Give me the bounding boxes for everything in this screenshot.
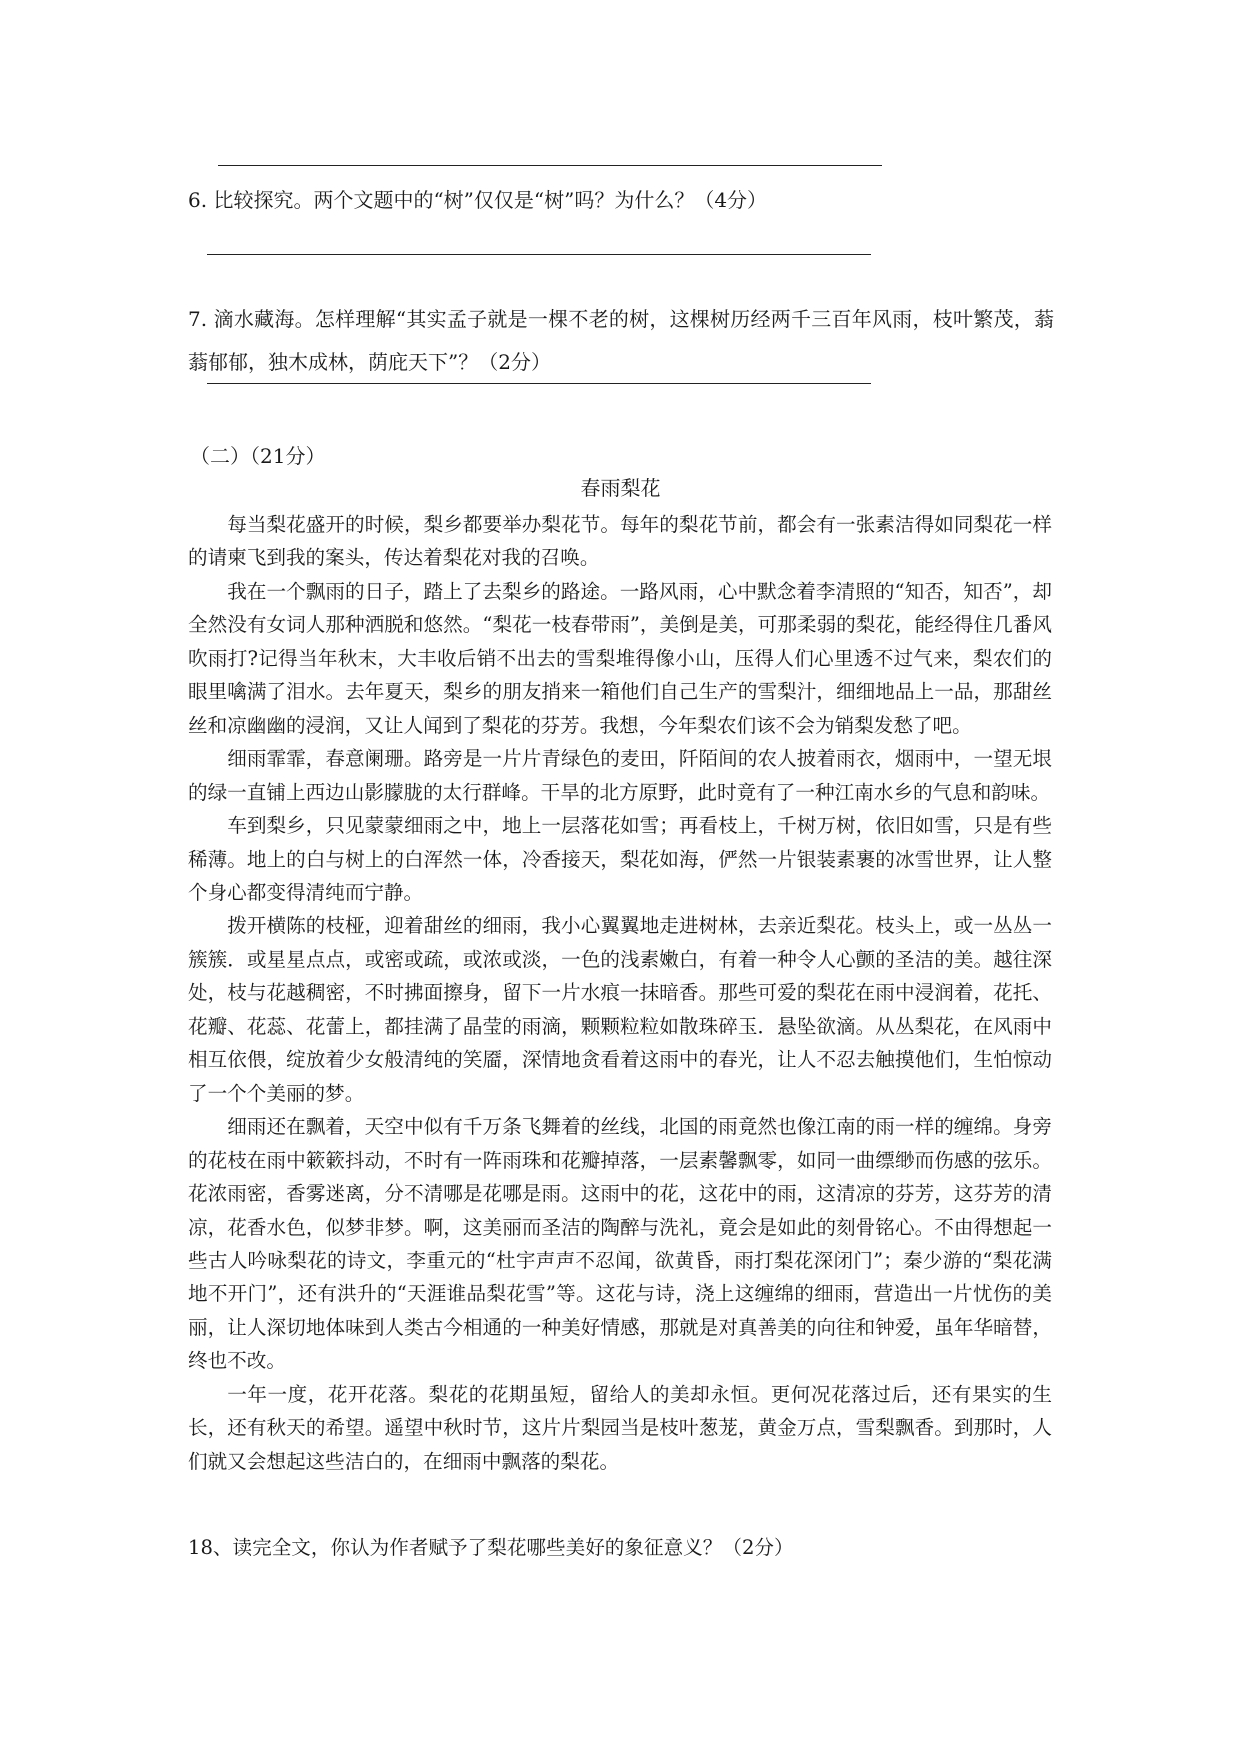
question-7: 7. 滴水藏海。怎样理解“其实孟子就是一棵不老的树，这棵树历经两千三百年风雨，枝叶繁茂，蓊蓊郁郁，独木成林，荫庇天下”？（2分） [188,307,1054,374]
article-paragraph: 车到梨乡，只见蒙蒙细雨之中，地上一层落花如雪；再看枝上，千树万树，依旧如雪，只是有些稀薄。地上的白与树上的白浑然一体，冷香接天，梨花如海，俨然一片银装素裹的冰雪世界，让人整个身心都变得清纯而宁静。 [188,814,1052,904]
answer-line-q5 [218,165,882,166]
question-18: 18、读完全文，你认为作者赋予了梨花哪些美好的象征意义？（2分） [188,1536,794,1559]
article-paragraph: 每当梨花盛开的时候，梨乡都要举办梨花节。每年的梨花节前，都会有一张素洁得如同梨花一样的请柬飞到我的案头，传达着梨花对我的召唤。 [188,513,1052,570]
article-paragraph: 细雨还在飘着，天空中似有千万条飞舞着的丝线，北国的雨竟然也像江南的雨一样的缠绵。身旁的花枝在雨中簌簌抖动，不时有一阵雨珠和花瓣掉落，一层素馨飘零，如同一曲缥缈而伤感的弦乐。花浓雨密，香雾迷离，分不清哪是花哪是雨。这雨中的花，这花中的雨，这清凉的芬芳，这芬芳的清凉，花香水色，似梦非梦。啊，这美丽而圣洁的陶醉与洗礼，竟会是如此的刻骨铭心。不由得想起一些古人吟咏梨花的诗文，李重元的“杜宇声声不忍闻，欲黄昏，雨打梨花深闭门”；秦少游的“梨花满地不开门”，还有洪升的“天涯谁品梨花雪”等。这花与诗，浇上这缠绵的细雨，营造出一片忧伤的美丽，让人深切地体味到人类古今相通的一种美好情感，那就是对真善美的向往和钟爱，虽年华暗替，终也不改。 [188,1115,1052,1373]
article-paragraph: 拨开横陈的枝桠，迎着甜丝的细雨，我小心翼翼地走进树林，去亲近梨花。枝头上，或一丛丛一簇簇．或星星点点，或密或疏，或浓或淡，一色的浅素嫩白，有着一种令人心颤的圣洁的美。越往深处，枝与花越稠密，不时拂面擦身，留下一片水痕一抹暗香。那些可爱的梨花在雨中浸润着，花托、花瓣、花蕊、花蕾上，都挂满了晶莹的雨滴，颗颗粒粒如散珠碎玉．悬坠欲滴。从丛梨花，在风雨中相互依偎，绽放着少女般清纯的笑靥，深情地贪看着这雨中的春光，让人不忍去触摸他们，生怕惊动了一个个美丽的梦。 [188,914,1052,1105]
answer-line-q7 [207,383,871,384]
article-title: 春雨梨花 [580,476,661,500]
answer-line-q6 [207,254,871,255]
section-heading: （二）（21分） [190,444,326,468]
article-paragraph: 细雨霏霏，春意阑珊。路旁是一片片青绿色的麦田，阡陌间的农人披着雨衣，烟雨中，一望无垠的绿一直铺上西边山影朦胧的太行群峰。干旱的北方原野，此时竟有了一种江南水乡的气息和韵味。 [188,747,1052,804]
article-paragraph: 我在一个飘雨的日子，踏上了去梨乡的路途。一路风雨，心中默念着李清照的“知否，知否”，却全然没有女词人那种洒脱和悠然。“梨花一枝春带雨”，美倒是美，可那柔弱的梨花，能经得住几番风吹雨打?记得当年秋末，大丰收后销不出去的雪梨堆得像小山，压得人们心里透不过气来，梨农们的眼里噙满了泪水。去年夏天，梨乡的朋友捎来一箱他们自己生产的雪梨汁，细细地品上一品，那甜丝丝和凉幽幽的浸润，又让人闻到了梨花的芬芳。我想，今年梨农们该不会为销梨发愁了吧。 [188,579,1052,737]
article-body [188,508,1052,1478]
question-6: 6. 比较探究。两个文题中的“树”仅仅是“树”吗？为什么？（4分） [188,188,768,212]
article-paragraph: 一年一度，花开花落。梨花的花期虽短，留给人的美却永恒。更何况花落过后，还有果实的生长，还有秋天的希望。遥望中秋时节，这片片梨园当是枝叶葱茏，黄金万点，雪梨飘香。到那时，人们就又会想起这些洁白的，在细雨中飘落的梨花。 [188,1382,1052,1473]
